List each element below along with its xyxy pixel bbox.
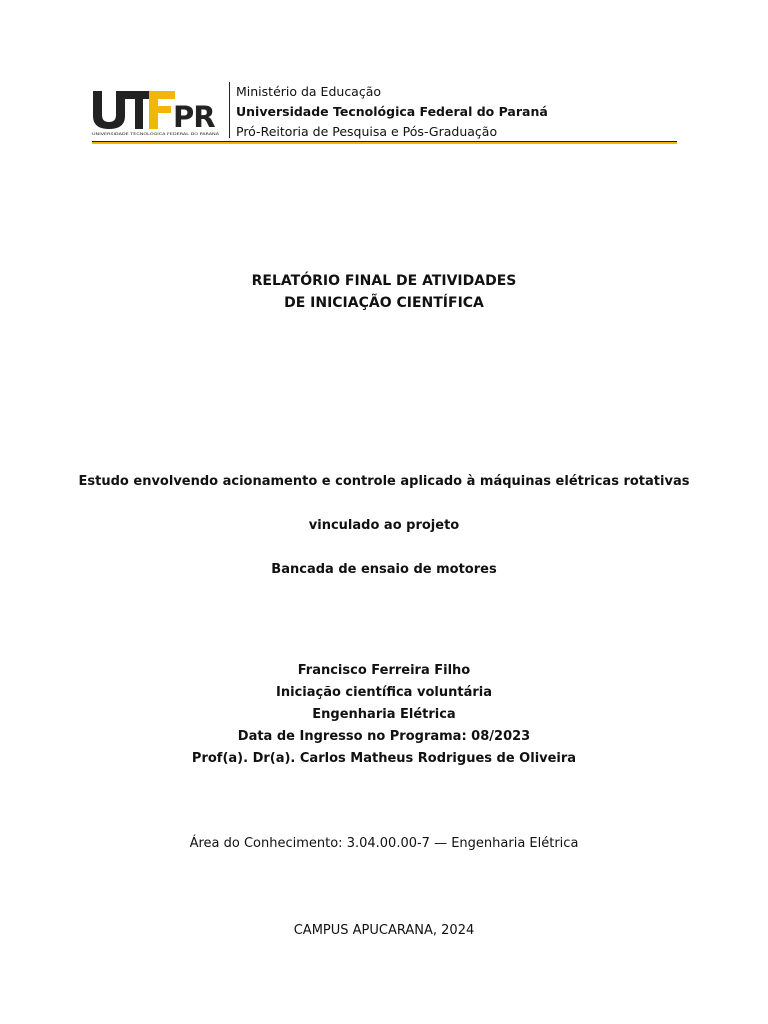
linked-label: vinculado ao projeto xyxy=(308,518,460,533)
svg-text:PR: PR xyxy=(173,100,215,134)
project-name: Bancada de ensaio de motores xyxy=(271,562,497,577)
university-name: Universidade Tecnológica Federal do Paraná xyxy=(236,104,548,119)
pro-rectory-label: Pró-Reitoria de Pesquisa e Pós-Graduação xyxy=(236,124,498,139)
title-line-1: RELATÓRIO FINAL DE ATIVIDADES xyxy=(251,273,517,289)
utfpr-logo xyxy=(91,88,221,138)
header-accent-rule xyxy=(92,142,677,144)
study-subject: Estudo envolvendo acionamento e controle aplicado à máquinas elétricas rotativas xyxy=(78,474,690,489)
header-divider xyxy=(229,82,230,138)
campus-year: CAMPUS APUCARANA, 2024 xyxy=(293,923,475,938)
knowledge-area: Área do Conhecimento: 3.04.00.00-7 — Engenharia Elétrica xyxy=(189,836,579,851)
ministry-label: Ministério da Educação xyxy=(236,84,382,99)
course: Engenharia Elétrica xyxy=(312,707,456,722)
entry-date: Data de Ingresso no Programa: 08/2023 xyxy=(237,729,531,744)
title-line-2: DE INICIAÇÃO CIENTÍFICA xyxy=(284,295,484,311)
report-title xyxy=(0,270,768,314)
modality: Iniciação científica voluntária xyxy=(276,685,492,700)
student-name: Francisco Ferreira Filho xyxy=(297,663,471,678)
student-info xyxy=(0,660,768,770)
advisor: Prof(a). Dr(a). Carlos Matheus Rodrigues de Oliveira xyxy=(191,751,577,766)
institution-header xyxy=(236,82,548,142)
svg-text:UNIVERSIDADE TECNOLÓGICA FEDER: UNIVERSIDADE TECNOLÓGICA FEDERAL DO PARANÁ xyxy=(92,132,186,136)
